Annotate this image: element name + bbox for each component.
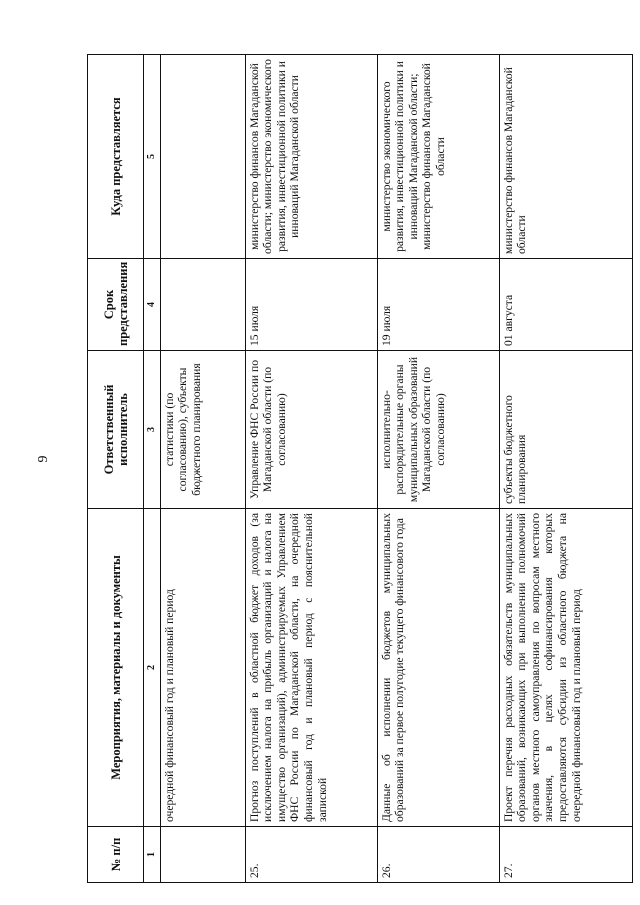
row-deadline — [160, 259, 245, 351]
row-responsible: субъекты бюджетного планирования — [499, 351, 632, 509]
row-number: 27. — [499, 827, 632, 883]
column-number: 1 — [144, 827, 161, 883]
row-deadline: 15 июля — [245, 259, 377, 351]
table-row — [245, 55, 377, 883]
row-deadline: 01 августа — [499, 259, 632, 351]
row-responsible: исполнительно-распорядительные органы муниципальных образований Магаданской области (по согласованию) — [377, 351, 499, 509]
row-activity: очередной финансовый год и плановый период — [160, 509, 245, 827]
rotated-table-container — [87, 55, 583, 883]
page-number: 9 — [36, 455, 51, 463]
row-activity: Проект перечня расходных обязательств муниципальных образований, возникающих при выполнении полномочий органов местного самоуправления по вопросам местного значения, в целях софинансирования которых предоставляются субсидии из областного бюджета на очередной финансовый год и плановый период — [499, 509, 632, 827]
table-row — [499, 55, 632, 883]
row-deadline: 19 июля — [377, 259, 499, 351]
row-number: 26. — [377, 827, 499, 883]
header-recipient: Куда представляется — [88, 55, 144, 259]
column-number: 2 — [144, 509, 161, 827]
row-activity: Данные об исполнении бюджетов муниципальных образований за первое полугодие текущего финансового года — [377, 509, 499, 827]
table-row — [377, 55, 499, 883]
column-number: 3 — [144, 351, 161, 509]
row-recipient: министерство финансов Магаданской области; министерство экономического развития, инвестиционной политики и инноваций Магаданской области — [245, 55, 377, 259]
table-header-row — [88, 55, 144, 883]
header-activity: Мероприятия, материалы и документы — [88, 509, 144, 827]
header-num: № п/п — [88, 827, 144, 883]
column-number-row — [144, 55, 161, 883]
activities-table — [87, 54, 633, 883]
row-activity: Прогноз поступлений в областной бюджет доходов (за исключением налога на прибыль организаций и налога на имущество организаций), администрируемых Управлением ФНС России по Магаданской области, на очередной финансовый год и плановый период с пояснительной запиской — [245, 509, 377, 827]
header-responsible: Ответственный исполнитель — [88, 351, 144, 509]
row-recipient: министерство экономического развития, инвестиционной политики и инноваций Магаданской области; министерство финансов Магаданской области — [377, 55, 499, 259]
row-number — [160, 827, 245, 883]
row-recipient — [160, 55, 245, 259]
row-recipient: министерство финансов Магаданской области — [499, 55, 632, 259]
row-responsible: статистики (по согласованию), субъекты бюджетного планирования — [160, 351, 245, 509]
header-deadline: Срок представления — [88, 259, 144, 351]
table-row — [160, 55, 245, 883]
row-responsible: Управление ФНС России по Магаданской области (по согласованию) — [245, 351, 377, 509]
column-number: 4 — [144, 259, 161, 351]
row-number: 25. — [245, 827, 377, 883]
column-number: 5 — [144, 55, 161, 259]
